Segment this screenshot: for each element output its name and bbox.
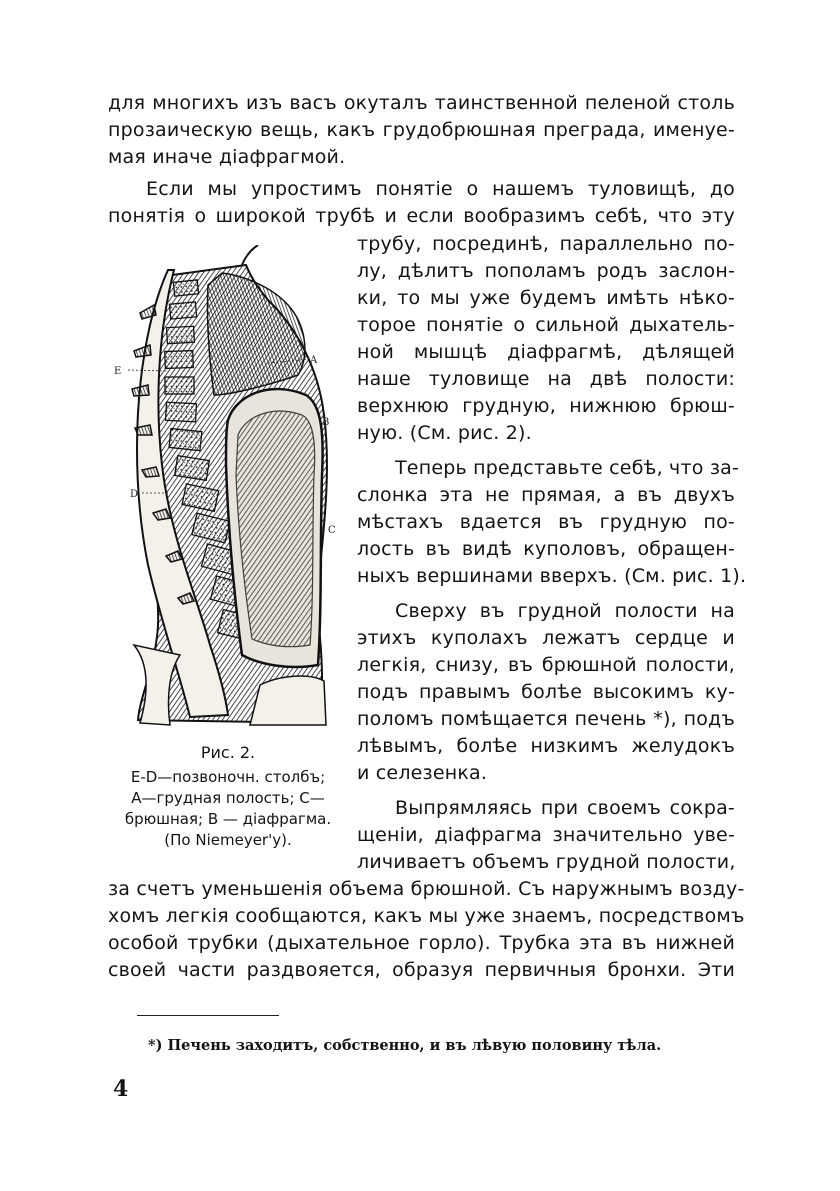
body-line: и селезенка.	[357, 762, 488, 784]
label-c: C	[328, 525, 336, 536]
body-line: лу, дѣлитъ пополамъ родъ заслон-	[357, 260, 735, 282]
body-line: наше туловище на двѣ полости:	[357, 368, 735, 390]
body-line: Если мы упростимъ понятіе о нашемъ туловищѣ, до	[146, 178, 735, 200]
figure-caption-title: Рис. 2.	[200, 743, 256, 762]
body-line: щеніи, діафрагма значительно уве-	[357, 824, 735, 846]
body-line: хомъ легкія сообщаются, какъ мы уже знаемъ, посредствомъ	[108, 905, 745, 927]
body-line: лость въ видѣ куполовъ, обращен-	[357, 538, 735, 560]
label-e: E	[114, 366, 122, 377]
body-line: верхнюю грудную, нижнюю брюш-	[357, 395, 735, 417]
body-line: ныхъ вершинами вверхъ. (См. рис. 1).	[357, 565, 747, 587]
body-line: личиваетъ объемъ грудной полости,	[357, 851, 736, 873]
body-line: трубу, посрединѣ, параллельно по-	[357, 233, 735, 255]
body-line: мѣстахъ вдается въ грудную по-	[357, 511, 735, 533]
body-line: ки, то мы уже будемъ имѣть нѣко-	[357, 287, 735, 309]
body-line: прозаическую вещь, какъ грудобрюшная преграда, именуе-	[108, 119, 735, 141]
body-line: Сверху въ грудной полости на	[395, 600, 735, 622]
figure-caption-line: A—грудная полость; C—	[131, 789, 325, 807]
footnote-rule	[137, 1015, 279, 1016]
figure-caption-line: E-D—позвоночн. столбъ;	[130, 768, 326, 786]
body-line: для многихъ изъ васъ окуталъ таинственной пеленой столь	[108, 92, 735, 114]
body-line: мая иначе діафрагмой.	[108, 146, 346, 168]
body-line: лѣвымъ, болѣе низкимъ желудокъ	[357, 735, 735, 757]
label-a: A	[310, 355, 318, 366]
body-line: этихъ куполахъ лежатъ сердце и	[357, 627, 735, 649]
figure-caption-line: (По Niemeyer'у).	[164, 831, 292, 849]
body-line: ной мышцѣ діафрагмѣ, дѣлящей	[357, 341, 735, 363]
body-line: слонка эта не прямая, а въ двухъ	[357, 484, 735, 506]
figure-caption-line: брюшная; B — діафрагма.	[124, 810, 332, 828]
body-line: понятія о широкой трубѣ и если вообразимъ себѣ, что эту	[108, 205, 735, 227]
body-line: Выпрямляясь при своемъ сокра-	[395, 797, 735, 819]
footnote: *) Печень заходитъ, собственно, и въ лѣвую половину тѣла.	[148, 1037, 662, 1054]
spine-diaphragm-illustration	[110, 245, 344, 727]
body-line: торое понятіе о сильной дыхатель-	[357, 314, 735, 336]
label-b: B	[322, 417, 330, 428]
body-line: легкія, снизу, въ брюшной полости,	[357, 654, 735, 676]
body-line: подъ правымъ болѣе высокимъ ку-	[357, 681, 735, 703]
body-line: Теперь представьте себѣ, что за-	[395, 457, 740, 479]
body-line: поломъ помѣщается печень *), подъ	[357, 708, 735, 730]
page-number: 4	[113, 1076, 129, 1102]
body-line: своей части раздвояется, образуя первичныя бронхи. Эти	[108, 959, 735, 981]
body-line: особой трубки (дыхательное горло). Трубка эта въ нижней	[108, 932, 735, 954]
label-d: D	[130, 489, 139, 500]
body-line: за счетъ уменьшенія объема брюшной. Съ наружнымъ возду-	[108, 878, 745, 900]
body-line: ную. (См. рис. 2).	[357, 422, 532, 444]
